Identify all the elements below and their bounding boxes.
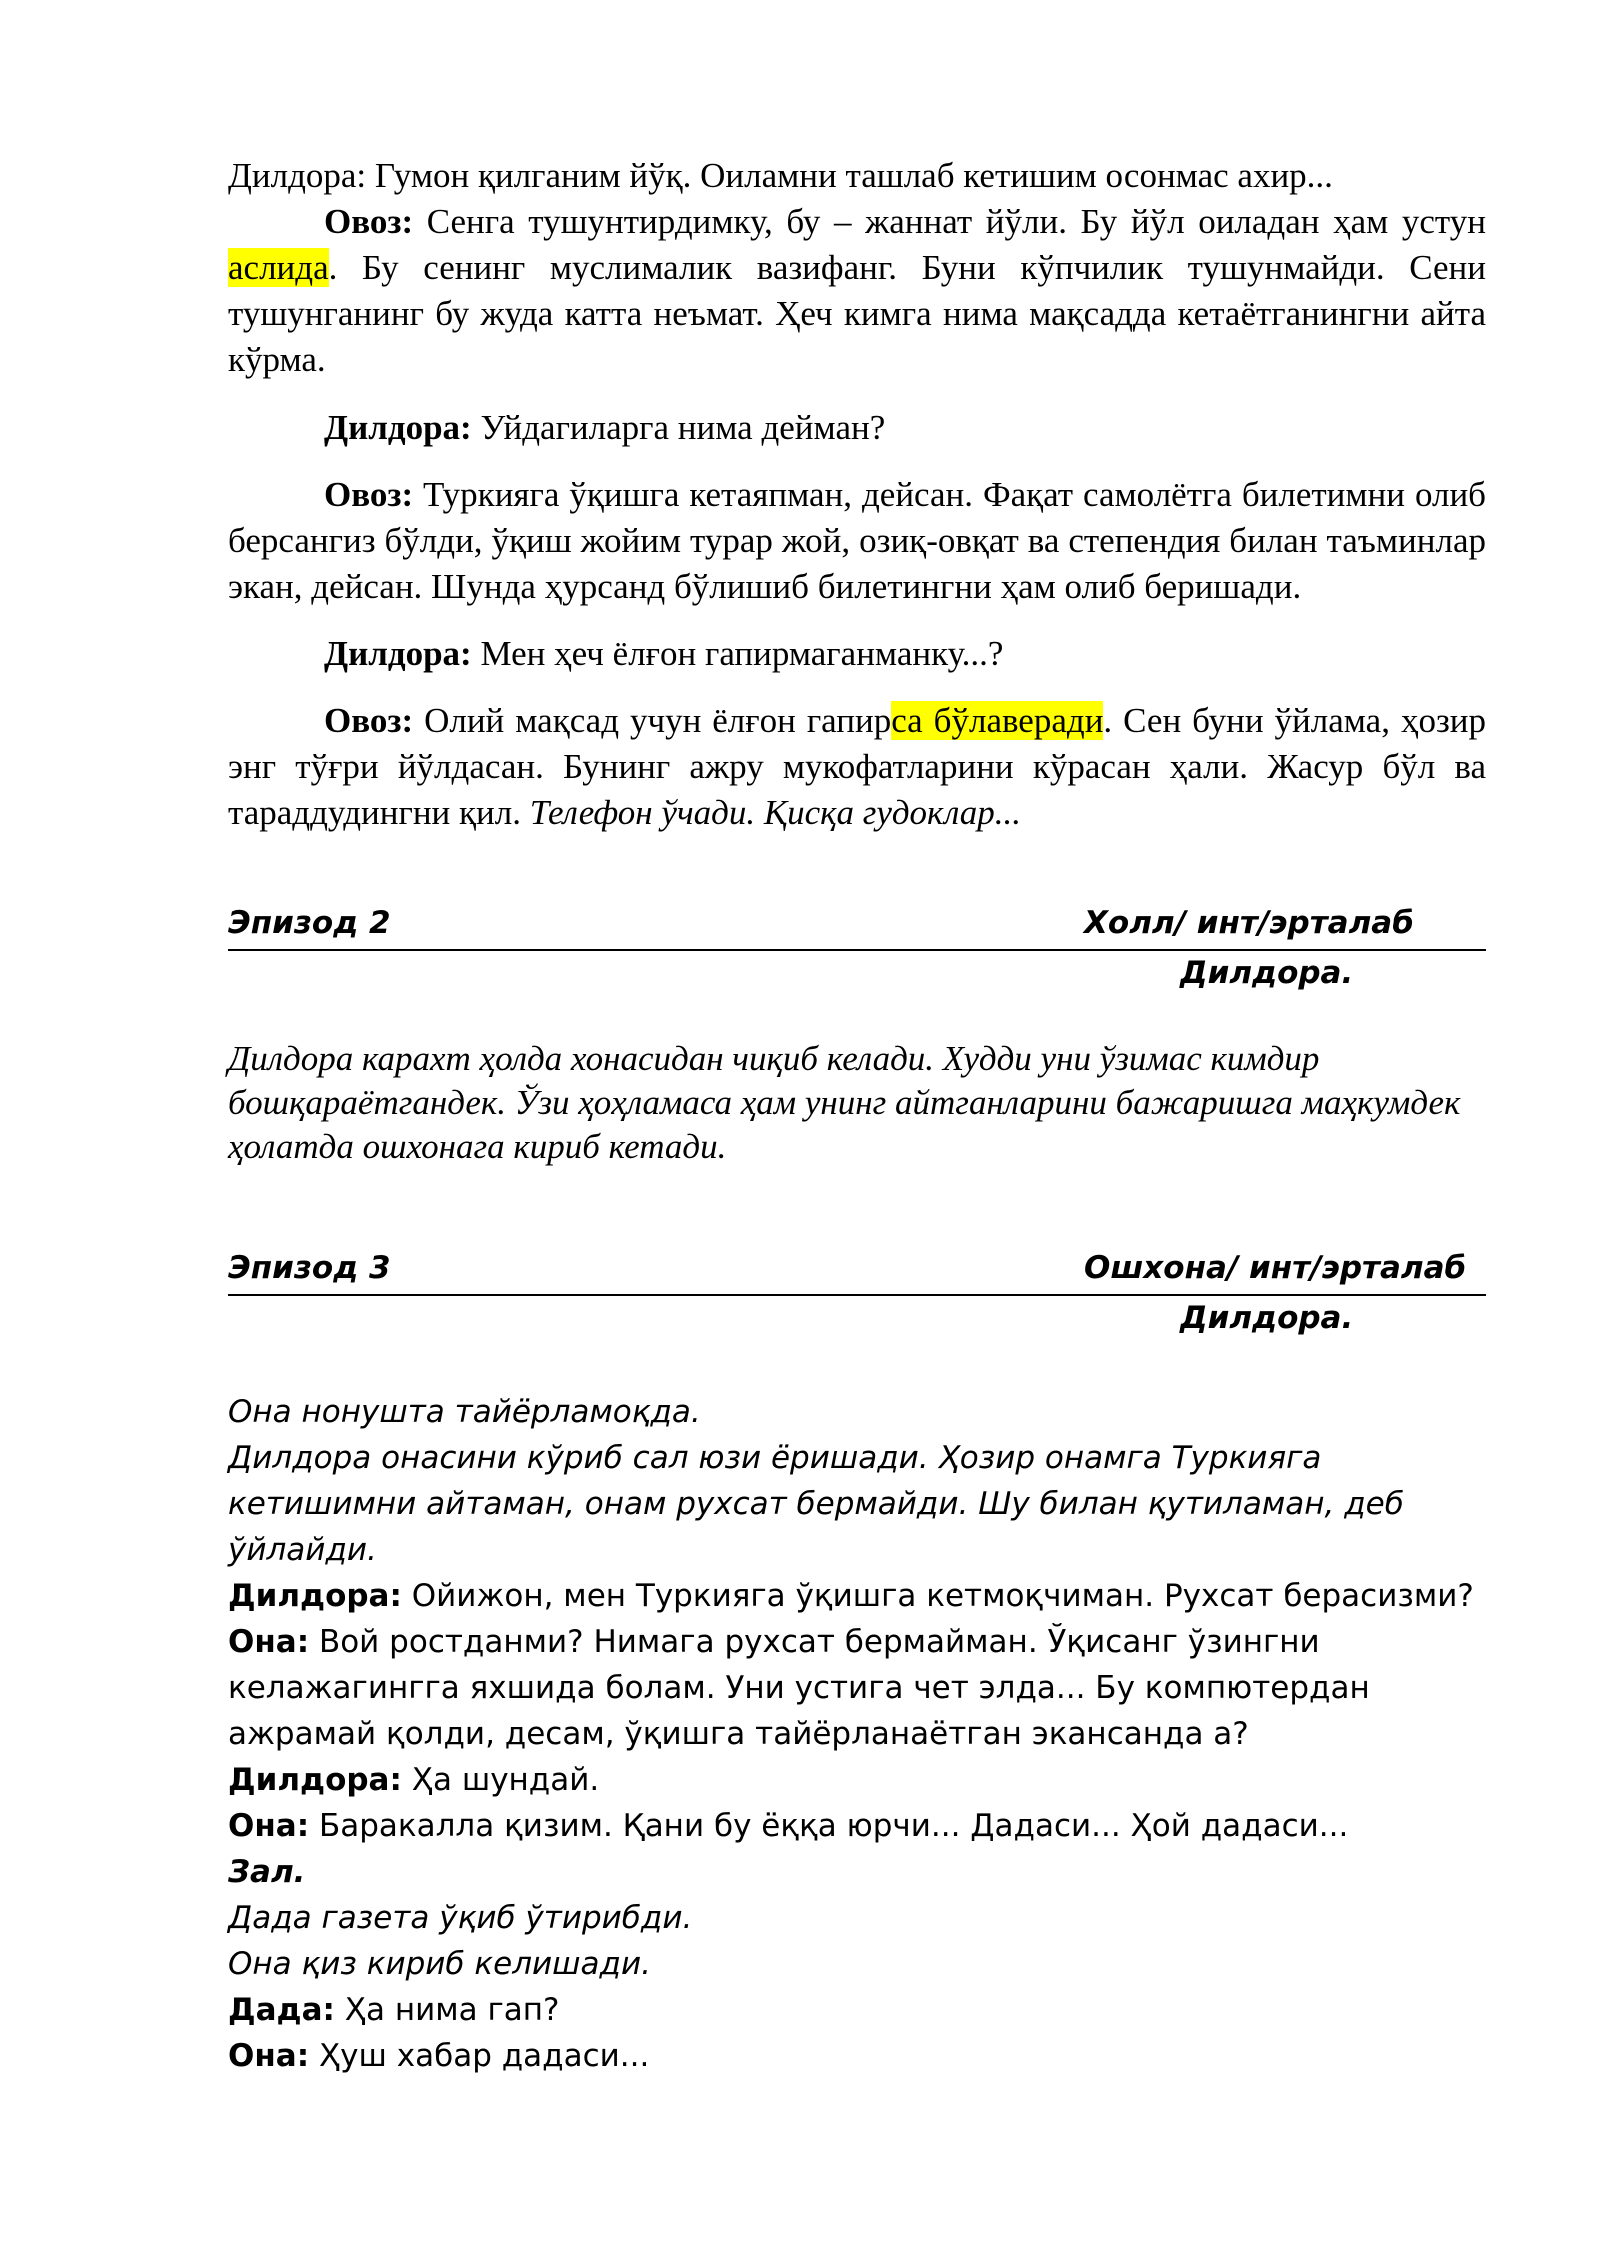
speaker-label: Она:	[228, 2038, 310, 2074]
location-line: Зал.	[228, 1854, 306, 1890]
stage-direction: Она қиз кириб келишади.	[228, 1946, 651, 1982]
speaker-label: Дилдора:	[228, 1578, 402, 1614]
stage-direction: Она нонушта тайёрламоқда.	[228, 1394, 701, 1430]
speaker-label: Дилдора:	[228, 1762, 402, 1798]
speaker-label: Она:	[228, 1808, 310, 1844]
dialogue-line: Она: Ҳуш хабар дадаси...	[228, 2038, 650, 2074]
scene1-dialogue	[228, 153, 1486, 836]
episode-3-header	[228, 1250, 1486, 1296]
paragraph-dildora-lie: Дилдора: Мен ҳеч ёлғон гапирмаганманку...?	[324, 634, 1004, 673]
episode-number: Эпизод 2	[228, 905, 391, 941]
highlighted-word: аслида	[228, 248, 329, 287]
stage-direction: Телефон ўчади. Қисқа гудоклар...	[529, 793, 1022, 832]
dialogue-line: Дилдора: Ойижон, мен Туркияга ўқишга кетмоқчиман. Рухсат берасизми?	[228, 1578, 1474, 1614]
episode-3-body	[228, 1389, 1486, 2079]
dialogue-line: Дада: Ҳа нима гап?	[228, 1992, 560, 2028]
paragraph-dildora-doubt: Дилдора: Гумон қилганим йўқ. Оиламни ташлаб кетишим осонмас ахир...	[228, 156, 1333, 195]
paragraph-dildora-question: Дилдора: Уйдагиларга нима дейман?	[324, 408, 886, 447]
speaker-label: Овоз:	[324, 701, 414, 740]
episode-character: Дилдора.	[1180, 1300, 1354, 1336]
episode-2-header	[228, 905, 1486, 951]
episode-location: Холл/ инт/эрталаб	[1084, 905, 1414, 941]
paragraph-ovoz-3: Овоз: Олий мақсад учун ёлғон гапирса бўлаверади. Сен буни ўйлама, ҳозир энг тўғри йўлдасан. Бунинг ажру мукофатларини кўрасан ҳали. Жасур бўл ва тараддудингни қил. Телефон ўчади. Қисқа гудоклар...	[228, 701, 1486, 832]
episode-character: Дилдора.	[1180, 955, 1354, 991]
episode-location: Ошхона/ инт/эрталаб	[1084, 1250, 1467, 1286]
paragraph-ovoz-1: Овоз: Сенга тушунтирдимку, бу – жаннат йўли. Бу йўл оиладан ҳам устун аслида. Бу сенинг муслималик вазифанг. Буни кўпчилик тушунмайди. Сени тушунганинг бу жуда катта неъмат. Ҳеч кимга нима мақсадда кетаётганингни айта кўрма.	[228, 202, 1486, 379]
stage-direction: Дада газета ўқиб ўтирибди.	[228, 1900, 693, 1936]
speaker-label: Она:	[228, 1624, 310, 1660]
dialogue-line: Она: Вой ростданми? Нимага рухсат бермайман. Ўқисанг ўзингни келажагингга яхшида болам. Уни устига чет элда... Бу компютердан ажрамай қолди, десам, ўқишга тайёрланаётган экансанда а?	[228, 1624, 1370, 1752]
episode-2-description: Дилдора карахт ҳолда хонасидан чиқиб келади. Худди уни ўзимас кимдир бошқараётгандек. Ўзи ҳоҳламаса ҳам унинг айтганларини бажаришга маҳкумдек ҳолатда ошхонага кириб кетади.	[228, 1039, 1461, 1166]
episode-number: Эпизод 3	[228, 1250, 391, 1286]
dialogue-line: Она: Баракалла қизим. Қани бу ёққа юрчи... Дадаси... Ҳой дадаси...	[228, 1808, 1349, 1844]
speaker-label: Овоз:	[324, 202, 414, 241]
speaker-label: Дада:	[228, 1992, 335, 2028]
speaker-label: Дилдора:	[324, 408, 472, 447]
paragraph-ovoz-2: Овоз: Туркияга ўқишга кетаяпман, дейсан. Фақат самолётга билетимни олиб берсангиз бўлди, ўқиш жойим турар жой, озиқ-овқат ва степендия билан таъминлар экан, дейсан. Шунда ҳурсанд бўлишиб билетингни ҳам олиб беришади.	[228, 475, 1486, 606]
dialogue-line: Дилдора: Ҳа шундай.	[228, 1762, 600, 1798]
speaker-label: Овоз:	[324, 475, 414, 514]
highlighted-phrase: са бўлаверади	[891, 701, 1104, 740]
stage-direction: Дилдора онасини кўриб сал юзи ёришади. Ҳозир онамга Туркияга кетишимни айтаман, онам рухсат бермайди. Шу билан қутиламан, деб ўйлайди.	[228, 1440, 1404, 1568]
speaker-label: Дилдора:	[324, 634, 472, 673]
